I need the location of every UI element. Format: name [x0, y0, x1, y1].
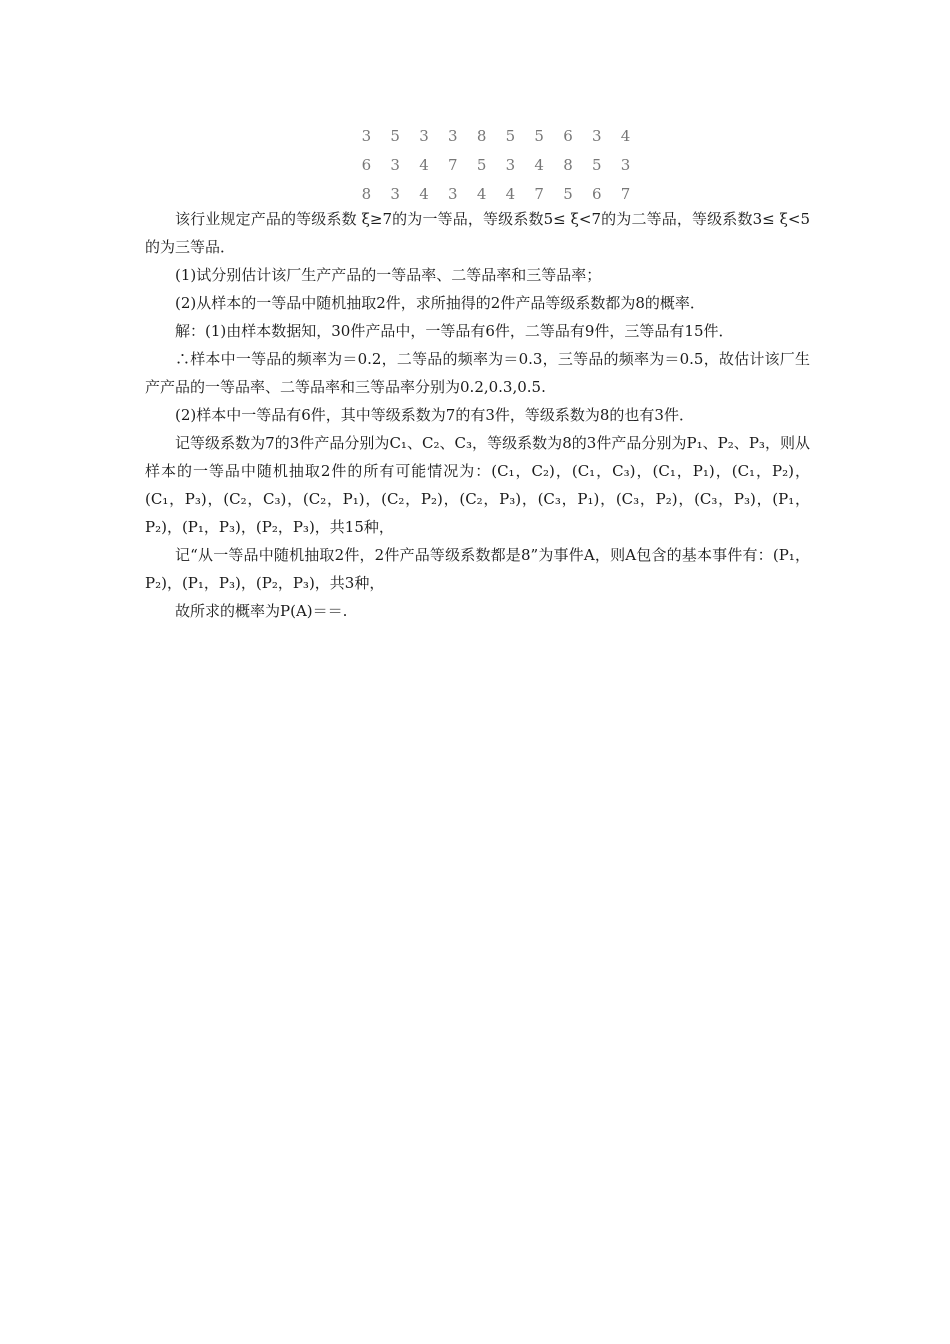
- sample-value: 3: [620, 156, 631, 174]
- sample-value: 7: [620, 185, 631, 203]
- sample-value: 3: [390, 185, 400, 203]
- sample-value: 6: [592, 185, 602, 203]
- sample-value: 5: [563, 185, 573, 203]
- solution-step-1: 解：(1)由样本数据知，30件产品中，一等品有6件，二等品有9件，三等品有15件．: [175, 322, 734, 340]
- grade-definition: 该行业规定产品的等级系数 ξ≥7的为一等品，等级系数5≤ ξ<7的为二等品，等级系数3≤ ξ<5的为三等品．: [145, 210, 810, 256]
- sample-value: 4: [505, 185, 516, 203]
- sample-value: 8: [361, 185, 372, 203]
- sample-value: 3: [448, 185, 458, 203]
- solution-text: [145, 205, 810, 625]
- sample-value: 4: [419, 185, 429, 203]
- sample-value: 3: [448, 127, 458, 145]
- sample-value: 5: [592, 156, 602, 174]
- question-2: (2)从样本的一等品中随机抽取2件，求所抽得的2件产品等级系数都为8的概率．: [175, 294, 705, 312]
- sample-value: 7: [534, 185, 544, 203]
- sample-row: [352, 151, 640, 180]
- sample-value: 4: [419, 156, 429, 174]
- question-1: (1)试分别估计该厂生产产品的一等品率、二等品率和三等品率；: [175, 266, 602, 284]
- sample-value: 6: [361, 156, 372, 174]
- solution-frequencies: ∴样本中一等品的频率为＝0.2，二等品的频率为＝0.3，三等品的频率为＝0.5，故估计该厂生产产品的一等品率、二等品率和三等品率分别为0.2,0.3,0.5.: [145, 350, 810, 396]
- sample-value: 5: [534, 127, 544, 145]
- sample-value: 5: [505, 127, 516, 145]
- solution-step-2: (2)样本中一等品有6件，其中等级系数为7的有3件，等级系数为8的也有3件．: [175, 406, 694, 424]
- sample-value: 5: [390, 127, 400, 145]
- sample-value: 3: [419, 127, 429, 145]
- sample-value: 3: [592, 127, 602, 145]
- sample-value: 7: [448, 156, 458, 174]
- sample-value: 3: [361, 127, 372, 145]
- solution-enumeration: 记等级系数为7的3件产品分别为C₁、C₂、C₃，等级系数为8的3件产品分别为P₁、P₂、P₃，则从样本的一等品中随机抽取2件的所有可能情况为：(C₁，C₂)，(C₁，C₃)，(C₁，P₁)，(C₁，P₂)，(C₁，P₃)，(C₂，C₃)，(C₂，P₁)，(C₂，P₂)，(C₂，P₃)，(C₃，P₁)，(C₃，P₂)，(C₃，P₃)，(P₁，P₂)，(P₁，P₃)，(P₂，P₃)，共15种，: [145, 434, 810, 536]
- sample-value: 6: [563, 127, 573, 145]
- sample-value: 3: [505, 156, 516, 174]
- sample-value: 4: [620, 127, 631, 145]
- sample-row: [352, 122, 640, 151]
- solution-probability: 故所求的概率为P(A)＝＝.: [175, 602, 348, 620]
- sample-value: 3: [390, 156, 400, 174]
- sample-data-grid: [352, 122, 640, 209]
- sample-value: 8: [563, 156, 573, 174]
- sample-value: 4: [534, 156, 544, 174]
- solution-event-a: 记“从一等品中随机抽取2件，2件产品等级系数都是8”为事件A，则A包含的基本事件有：(P₁，P₂)，(P₁，P₃)，(P₂，P₃)，共3种，: [145, 546, 810, 592]
- sample-value: 4: [476, 185, 487, 203]
- sample-value: 5: [476, 156, 487, 174]
- sample-value: 8: [476, 127, 487, 145]
